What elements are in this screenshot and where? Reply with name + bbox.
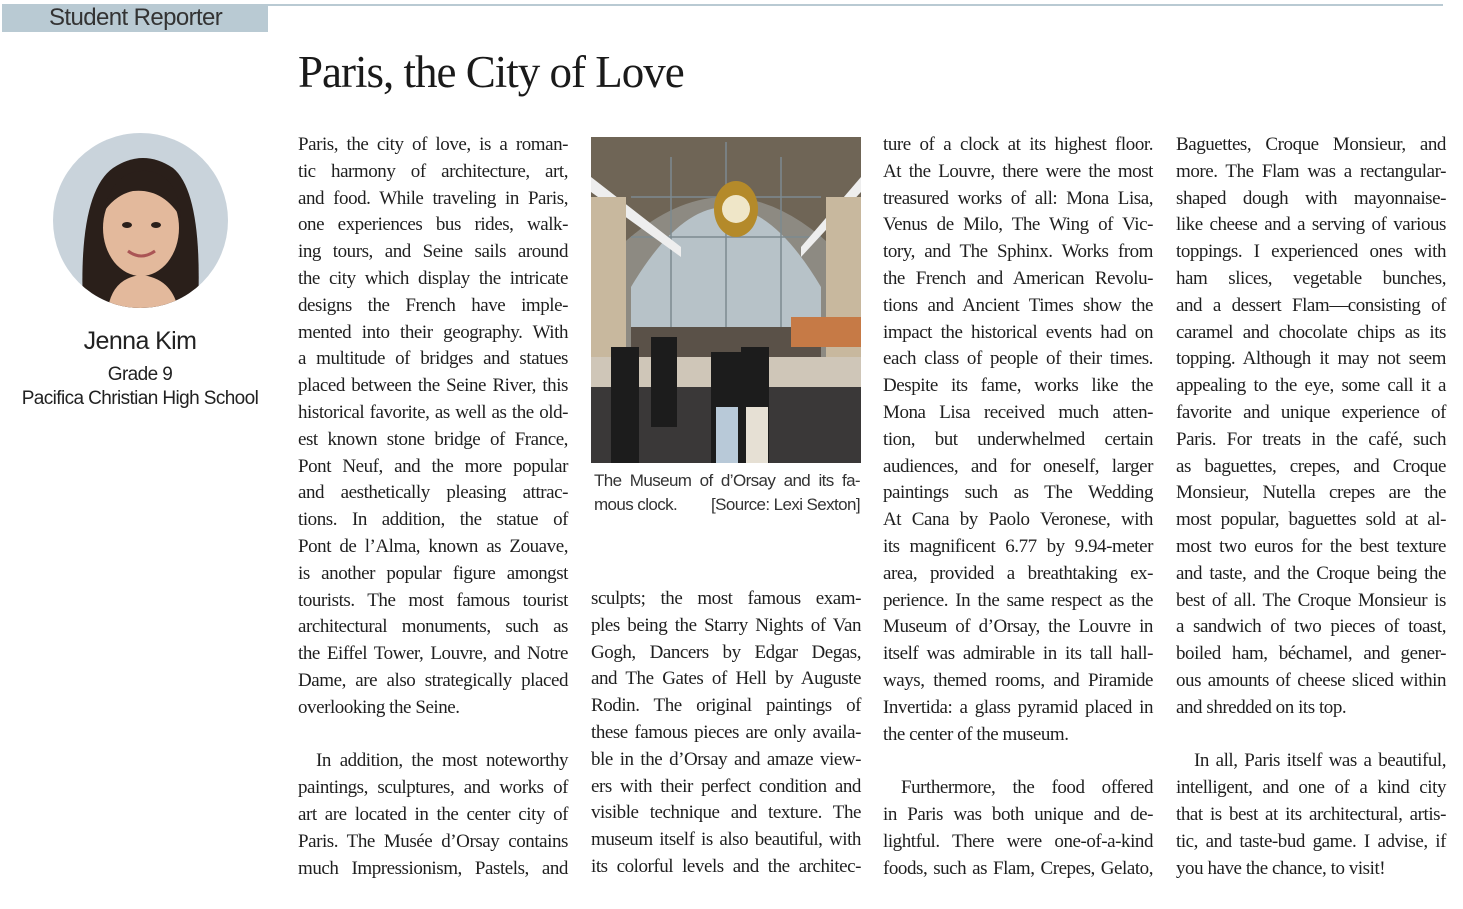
- article-line: foods, such as Flam, Crepes, Gelato,: [883, 857, 1153, 879]
- article-line: most popular, baguettes sold at al-: [1176, 509, 1446, 531]
- article-line: Museum of d’Orsay, the Louvre in: [883, 616, 1153, 638]
- article-line: its magnificent 6.77 by 9.94-meter: [883, 535, 1153, 557]
- article-line: and The Gates of Hell by Auguste: [591, 668, 861, 690]
- article-column-2: [591, 586, 861, 881]
- article-line: Dame, are also strategically placed: [298, 669, 568, 691]
- paragraph-break: [298, 722, 568, 749]
- article-line: tourists. The most famous tourist: [298, 589, 568, 611]
- article-line: Paris, the city of love, is a roman-: [298, 134, 568, 155]
- article-line: Rodin. The original paintings of: [591, 695, 861, 717]
- article-line: favorite and unique experience of: [1176, 401, 1446, 423]
- article-line: like cheese and a serving of various: [1176, 214, 1446, 236]
- article-line: ture of a clock at its highest floor.: [883, 134, 1153, 155]
- article-line: Gogh, Dancers by Edgar Degas,: [591, 641, 861, 663]
- article-line: visible technique and texture. The: [591, 802, 861, 824]
- photo-source: [Source: Lexi Sexton]: [711, 495, 860, 514]
- article-line: paintings such as The Wedding: [883, 482, 1153, 504]
- article-line: impact the historical events had on: [883, 321, 1153, 343]
- article-column-1: [298, 132, 568, 882]
- article-line: designs the French have imple-: [298, 294, 568, 316]
- article-line: intelligent, and one of a kind city: [1176, 777, 1446, 799]
- article-line: Baguettes, Croque Monsieur, and: [1176, 134, 1446, 155]
- article-line: ways, themed rooms, and Piramide: [883, 669, 1153, 691]
- paragraph-break: [1176, 882, 1446, 909]
- author-grade: Grade 9: [107, 364, 173, 385]
- article-line: treasured works of all: Mona Lisa,: [883, 187, 1153, 209]
- article-line: boiled ham, béchamel, and gener-: [1176, 643, 1446, 665]
- article-line: and shredded on its top.: [1176, 696, 1347, 718]
- article-line: art are located in the center city of: [298, 803, 568, 825]
- article-line: Invertida: a glass pyramid placed in: [883, 696, 1153, 718]
- article-line: that is best at its architectural, artis-: [1176, 803, 1446, 825]
- caption-text: mous clock.: [594, 495, 678, 514]
- paragraph-break: [883, 748, 1153, 775]
- article-line: Mona Lisa received much atten-: [883, 401, 1153, 423]
- article-line: one experiences bus rides, walk-: [298, 214, 568, 236]
- article-line: Paris. For treats in the café, such: [1176, 428, 1446, 450]
- article-line: shaped dough with mayonnaise-: [1176, 187, 1446, 209]
- article-line: is another popular figure amongst: [298, 562, 568, 584]
- article-line: in Paris was both unique and de-: [883, 803, 1153, 825]
- article-line: audiences, and for oneself, larger: [883, 455, 1153, 477]
- article-line: and aesthetically pleasing attrac-: [298, 482, 568, 504]
- article-line: Monsieur, Nutella crepes are the: [1176, 482, 1446, 504]
- article-line: ham slices, vegetable bunches,: [1176, 267, 1446, 289]
- article-line: museum itself is also beautiful, with: [591, 829, 861, 851]
- article-line: Pont Neuf, and the more popular: [298, 455, 568, 477]
- article-line: In addition, the most noteworthy: [316, 750, 568, 772]
- article-line: tic, and taste-bud game. I advise, if: [1176, 830, 1446, 852]
- article-line: sculpts; the most famous exam-: [591, 588, 861, 609]
- article-line: the city which display the intricate: [298, 267, 568, 289]
- section-band: [2, 5, 268, 32]
- article-line: tory, and The Sphinx. Works from: [883, 241, 1153, 263]
- article-line: placed between the Seine River, this: [298, 375, 568, 397]
- article-line: most two euros for the best texture: [1176, 535, 1446, 557]
- article-title: Paris, the City of Love: [298, 47, 684, 97]
- article-line: tions and Ancient Times show the: [883, 294, 1153, 316]
- article-line: paintings, sculptures, and works of: [298, 777, 568, 799]
- article-line: At the Louvre, there were the most: [883, 160, 1153, 182]
- article-line: the French and American Revolu-: [883, 267, 1153, 289]
- article-line: and food. While traveling in Paris,: [298, 187, 568, 209]
- article-line: and a dessert Flam—consisting of: [1176, 294, 1446, 316]
- section-label: Student Reporter: [49, 4, 223, 31]
- article-line: its colorful levels and the architec-: [591, 855, 861, 877]
- article-line: appealing to the eye, some call it a: [1176, 375, 1446, 397]
- article-line: Venus de Milo, The Wing of Vic-: [883, 214, 1153, 236]
- author-name: Jenna Kim: [83, 327, 197, 355]
- author-school: Pacifica Christian High School: [21, 388, 259, 409]
- article-line: architectural monuments, such as: [298, 616, 568, 638]
- article-line: as baguettes, crepes, and Croque: [1176, 455, 1446, 477]
- article-line: tions. In addition, the statue of: [298, 509, 568, 531]
- article-line: ous amounts of cheese sliced within: [1176, 669, 1446, 691]
- article-line: each class of people of their times.: [883, 348, 1153, 370]
- article-line: the Eiffel Tower, Louvre, and Notre: [298, 643, 568, 665]
- article-line: historical favorite, as well as the old-: [298, 401, 568, 423]
- article-line: At Cana by Paolo Veronese, with: [883, 509, 1153, 531]
- article-line: perience. In the same respect as the: [883, 589, 1153, 611]
- article-line: tic harmony of architecture, art,: [298, 160, 568, 182]
- article-line: ers with their perfect condition and: [591, 775, 861, 797]
- article-column-4: [1176, 132, 1446, 909]
- article-line: est known stone bridge of France,: [298, 428, 568, 450]
- article-column-3: [883, 132, 1153, 882]
- article-line: ples being the Starry Nights of Van: [591, 614, 861, 636]
- article-line: Pont de l’Alma, known as Zouave,: [298, 535, 568, 557]
- article-line: ble in the d’Orsay and amaze view-: [591, 748, 861, 770]
- photo-caption-line1: The Museum of d’Orsay and its fa-: [594, 471, 860, 490]
- article-line: ing tours, and Seine sails around: [298, 241, 568, 263]
- photo-caption-line2: [594, 495, 860, 515]
- article-line: Furthermore, the food offered: [901, 777, 1153, 799]
- paragraph-break: [1176, 722, 1446, 749]
- article-line: area, provided a breathtaking ex-: [883, 562, 1153, 584]
- article-line: these famous pieces are only availa-: [591, 721, 861, 743]
- article-line: much Impressionism, Pastels, and: [298, 857, 568, 879]
- article-line: In all, Paris itself was a beautiful,: [1194, 750, 1446, 772]
- article-line: tion, but underwhelmed certain: [883, 428, 1153, 450]
- article-line: a sandwich of two pieces of toast,: [1176, 616, 1446, 638]
- article-line: a multitude of bridges and statues: [298, 348, 568, 370]
- author-photo: [53, 133, 228, 308]
- article-line: the center of the museum.: [883, 723, 1069, 745]
- article-line: caramel and chocolate chips as its: [1176, 321, 1446, 343]
- article-line: best of all. The Croque Monsieur is: [1176, 589, 1446, 611]
- article-line: Despite its fame, works like the: [883, 375, 1153, 397]
- article-line: toppings. I experienced ones with: [1176, 241, 1446, 263]
- museum-photo: [591, 137, 861, 463]
- article-line: topping. Although it may not seem: [1176, 348, 1446, 370]
- article-line: you have the chance, to visit!: [1176, 857, 1386, 879]
- article-line: more. The Flam was a rectangular-: [1176, 160, 1446, 182]
- article-line: Paris. The Musée d’Orsay contains: [298, 830, 568, 852]
- article-line: and taste, and the Croque being the: [1176, 562, 1446, 584]
- article-line: mented into their geography. With: [298, 321, 568, 343]
- article-line: overlooking the Seine.: [298, 696, 460, 718]
- article-line: itself was admirable in its tall hall-: [883, 643, 1153, 665]
- article-line: lightful. There were one-of-a-kind: [883, 830, 1153, 852]
